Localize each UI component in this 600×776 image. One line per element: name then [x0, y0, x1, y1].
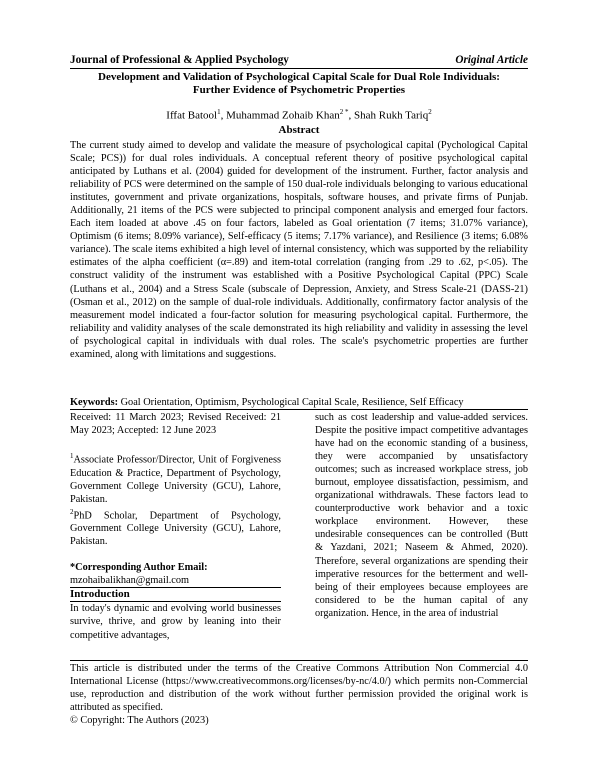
affiliation-2 — [70, 506, 281, 549]
author-3-affiliation: 2 — [428, 108, 432, 116]
affiliation-1-text: Associate Professor/Director, Unit of Forgiveness Education & Practice, Department of Psychology, Government College University (GCU), Lahore, Pakistan. — [70, 454, 281, 505]
abstract-text: The current study aimed to develop and validate the measure of psychological capital (Pychological Capital Scale; PCS)) for dual roles individuals. A conceptual referent theory of positive psychological capital anticipated by Luthans et al. (2004) guided for development of the instrument. Further, factor analysis and reliability of PCS were determined on the sample of 150 dual-role individuals belonging to various educational institutes, government and private organizations, hospitals, software houses, and private firms of Punjab. Additionally, 21 items of the PCS were subjected to principal component analysis and emerged four factors. Each item loaded at above .45 on four factors, labeled as Goal orientation (7 items; 31.07% variance), Optimism (6 items; 8.09% variance), Self-efficacy (5 items; 7.17% variance), and Resilience (3 items; 6.08% variance). The scale items exhibited a high level of internal consistency, which was supported by the reliability estimates of the alpha coefficient (α=.89) and item-total correlation (ranging from .29 to .62, p<.05). The construct validity of the instrument was established with a Positive Psychological Capital (PPC) Scale (Luthans et al., 2004) and a Stress Scale (subscale of Depression, Anxiety, and Stress Scale-21 (DASS-21) (Osman et al., 2012) on the sample of dual-role individuals. Additionally, confirmatory factor analysis of the measurement model indicated a four-factor solution for measuring psychological capital. Furthermore, the reliability and validity analyses of the scale demonstrated its high reliability and validity in assessing the level of psychological capital in individuals with dual roles. The scale's psychometric properties are further examined, along with limitations and suggestions. — [70, 140, 528, 360]
affiliation-2-text: PhD Scholar, Department of Psychology, Government College University (GCU), Lahore, Pakistan. — [70, 510, 281, 548]
right-column-text: such as cost leadership and value-added services. Despite the positive impact competitive advantages have had on the economic standing of a business, they were accompanied by unsatisfactory outcomes; such as increased workplace stress, job burnout, employee dissatisfaction, pessimism, and organizational withdrawals. These factors lead to counterproductive work behavior and a toxic workplace environment. However, these undesirable consequences can be controlled (Butt & Yazdani, 2021; Naseem & Ahmed, 2020). Therefore, several organizations are spending their imperative resources for the betterment and well-being of their employees because employees are considered to be the human capital of any organization. Hence, in the area of industrial — [315, 412, 528, 619]
introduction-text: In today's dynamic and evolving world businesses survive, thrive, and grow by leaning into their competitive advantages, — [70, 603, 281, 641]
author-1: Iffat Batool — [166, 109, 218, 122]
abstract-heading: Abstract — [278, 124, 320, 136]
running-header — [70, 52, 528, 69]
affiliation-1-marker: 1 — [70, 452, 74, 461]
right-column — [315, 411, 528, 620]
article-type: Original Article — [455, 54, 528, 66]
author-separator: , — [220, 109, 227, 122]
author-3: Shah Rukh Tariq — [354, 109, 429, 122]
license-footer — [70, 660, 528, 727]
author-2-affiliation: 2 * — [339, 108, 349, 116]
journal-name: Journal of Professional & Applied Psychology — [70, 54, 289, 66]
paper-title — [70, 71, 528, 97]
title-line-1: Development and Validation of Psychological Capital Scale for Dual Role Individuals: — [98, 71, 500, 83]
keywords-label: Keywords: — [70, 397, 119, 408]
corresponding-author-email[interactable]: mzohaibalikhan@gmail.com — [70, 575, 189, 587]
affiliation-2-marker: 2 — [70, 507, 74, 516]
copyright-text: © Copyright: The Authors (2023) — [70, 715, 209, 726]
left-column — [70, 411, 281, 642]
author-1-affiliation: 1 — [217, 108, 221, 116]
author-separator: , — [348, 109, 354, 122]
corresponding-author-heading: *Corresponding Author Email: — [70, 562, 208, 574]
keywords — [70, 397, 528, 410]
introduction-heading: Introduction — [70, 587, 281, 602]
keywords-text: Goal Orientation, Optimism, Psychological Capital Scale, Resilience, Self Efficacy — [118, 397, 464, 408]
received-dates: Received: 11 March 2023; Revised Received: 21 May 2023; Accepted: 12 June 2023 — [70, 412, 281, 437]
author-list — [70, 108, 528, 122]
author-2: Muhammad Zohaib Khan — [226, 109, 340, 122]
license-text: This article is distributed under the terms of the Creative Commons Attribution Non Commercial 4.0 International License (https://www.creativecommons.org/licenses/by-nc/4.0/) which permits non-Commercial use, reproduction and distribution of the work without further permission provided the original work is attributed as specified. — [70, 663, 528, 713]
affiliation-1 — [70, 450, 281, 506]
title-line-2: Further Evidence of Psychometric Properties — [192, 84, 406, 96]
